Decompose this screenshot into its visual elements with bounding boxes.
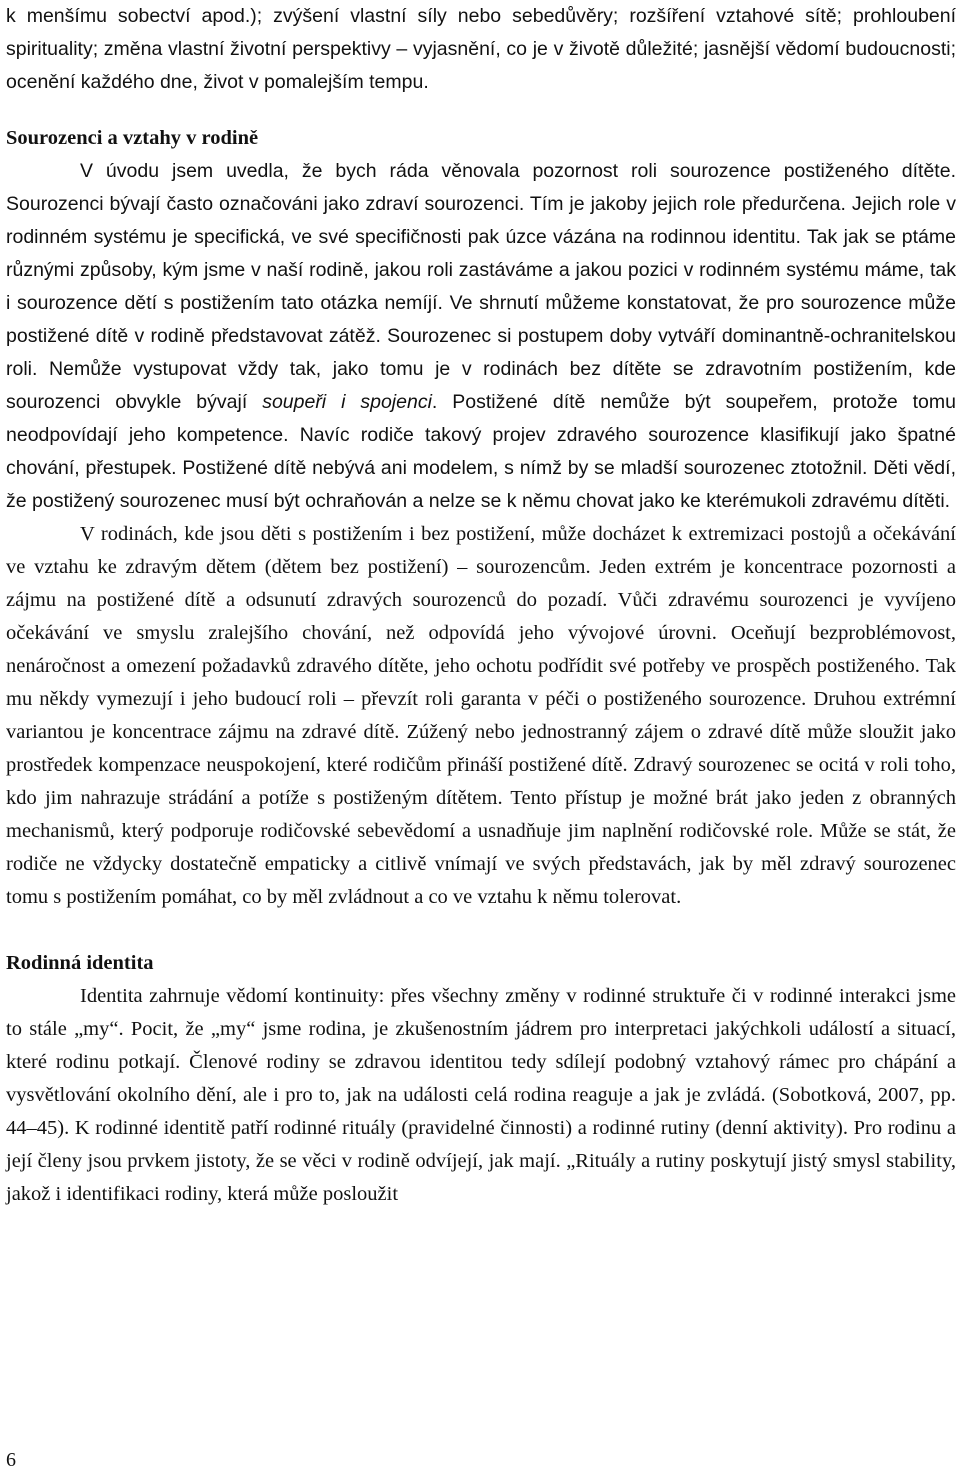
siblings-italic-phrase: soupeři i spojenci — [262, 391, 432, 413]
siblings-paragraph-1-text: V úvodu jsem uvedla, že bych ráda věnovala pozornost roli sourozence postiženého dítěte. Sourozenci bývají často označováni jako zdraví sourozenci. Tím je jakoby jejich role předurčena. Jejich role v rodinném systému je specifická, ve své specifičnosti pak úzce vázána na rodinnou identitu. Tak jak se ptáme různými způsoby, kým jsme v naší rodině, jakou roli zastáváme a jakou pozici v rodinném systému máme, tak i sourozence dětí s postižením tato otázka nemíjí. Ve shrnutí můžeme konstatovat, že pro sourozence může postižené dítě v rodině představovat zátěž. Sourozenec si postupem doby vytváří dominantně-ochranitelskou roli. Nemůže vystupovat vždy tak, jako tomu je v rodinách bez dítěte se zdravotním postižením, kde sourozenci obvykle bývají — [6, 160, 956, 413]
siblings-paragraph-2: V rodinách, kde jsou děti s postižením i bez postižení, může docházet k extremizaci postojů a očekávání ve vztahu ke zdravým dětem (dětem bez postižení) – sourozencům. Jeden extrém je koncentrace pozornosti a zájmu na postižené dítě a odsunutí zdravých sourozenců do pozadí. Vůči zdravému sourozenci je vyvíjeno očekávání ve smyslu zralejšího chování, než odpovídá jeho vývojové úrovni. Oceňují bezproblémovost, nenáročnost a omezení požadavků zdravého dítěte, jeho ochotu podřídit své potřeby ve prospěch postiženého. Tak mu někdy vymezují i jeho budoucí roli – převzít roli garanta v péči o postiženého sourozence. Druhou extrémní variantou je koncentrace zájmu na zdravé dítě. Zúžený nebo jednostranný zájem o zdravé dítě může sloužit jako prostředek kompenzace neuspokojení, které rodičům přináší postižené dítě. Zdravý sourozenec se ocitá v roli toho, kdo jim nahrazuje strádání a potíže s postiženým dítětem. Tento přístup je možné brát jako jeden z obranných mechanismů, který podporuje rodičovské sebevědomí a usnadňuje jim naplnění rodičovské role. Může se stát, že rodiče ne vždycky dostatečně empaticky a citlivě vnímají ve svých představách, jak by měl zdravý sourozenec tomu s postižením pomáhat, co by měl zvládnout a co ve vztahu k němu tolerovat. — [6, 523, 956, 908]
document-page — [6, 0, 956, 1211]
intro-paragraph: k menšímu sobectví apod.); zvýšení vlastní síly nebo sebedůvěry; rozšíření vztahové sítě; prohloubení spirituality; změna vlastní životní perspektivy – vyjasnění, co je v životě důležité; jasnější vědomí budoucnosti; ocenění každého dne, život v pomalejším tempu. — [6, 5, 956, 93]
siblings-paragraph-1 — [6, 155, 956, 518]
section-heading-siblings: Sourozenci a vztahy v rodině — [6, 127, 259, 149]
identity-paragraph-1: Identita zahrnuje vědomí kontinuity: přes všechny změny v rodinné struktuře či v rodinné interakci jsme to stále „my“. Pocit, že „my“ jsme rodina, je zkušenostním jádrem pro interpretaci jakýchkoli událostí a situací, které rodinu potkají. Členové rodiny se zdravou identitou tedy sdílejí podobný vztahový rámec pro chápání a vysvětlování okolního dění, ale i pro to, jak na události celá rodina reaguje a jak je zvládá. (Sobotková, 2007, pp. 44–45). K rodinné identitě patří rodinné rituály (pravidelné činnosti) a rodinné rutiny (denní aktivity). Pro rodinu a její členy jsou prvkem jistoty, že se věci v rodině odvíjejí, jak mají. „Rituály a rutiny poskytují jistý smysl stability, jakož i identifikaci rodiny, která může posloužit — [6, 985, 956, 1205]
section-heading-family-identity: Rodinná identita — [6, 952, 154, 974]
page-number: 6 — [6, 1449, 16, 1471]
siblings-paragraph-1-rest: . Postižené dítě nemůže být soupeřem, protože tomu neodpovídají jeho kompetence. Navíc rodiče takový projev zdravého sourozence klasifikují jako špatné chování, přestupek. Postižené dítě nebývá ani modelem, s nímž by se mladší sourozenec ztotožnil. Děti vědí, že postižený sourozenec musí být ochraňován a nelze se k němu chovat jako ke kterémukoli zdravému dítěti. — [6, 391, 956, 512]
